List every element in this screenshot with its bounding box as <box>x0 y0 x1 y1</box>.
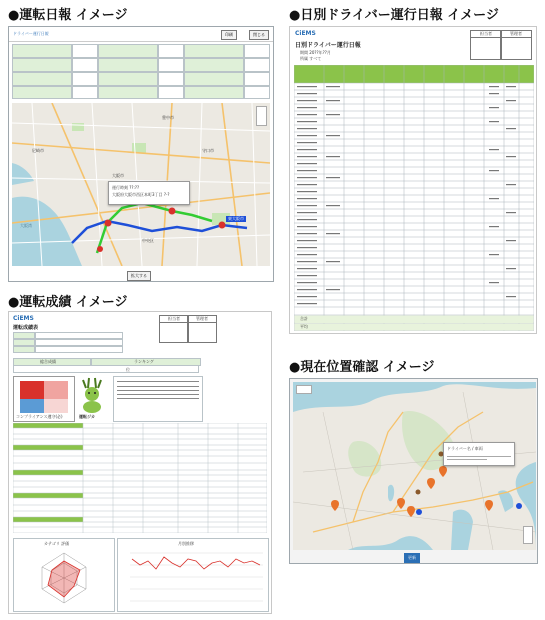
zoom-control[interactable] <box>523 526 533 544</box>
place-label: 守口市 <box>202 148 214 153</box>
route-start-marker <box>105 220 112 227</box>
section-title-current-location: ●現在位置確認 イメージ <box>289 360 435 375</box>
rank-suffix: 位 <box>126 367 130 372</box>
route-end-marker <box>219 222 226 229</box>
zoom-control[interactable] <box>256 106 267 126</box>
current-location-window <box>289 378 538 564</box>
logo: CiEMS <box>295 30 316 37</box>
report-title: 日別ドライバー運行日報 <box>295 42 361 49</box>
refresh-button[interactable]: 更新 <box>404 553 420 563</box>
summary-grid <box>12 44 270 99</box>
window-header <box>9 27 273 42</box>
place-label: 尼崎市 <box>32 148 44 153</box>
radar-chart: カテゴリ 評価 <box>13 538 115 612</box>
results-title: 運転成績表 <box>13 325 39 331</box>
info-table <box>13 332 123 354</box>
advice-text <box>113 376 203 422</box>
header-label: ドライバー運行日報 <box>13 31 49 36</box>
print-button[interactable]: 印刷 <box>221 30 237 40</box>
driver-daily-report-sheet <box>289 26 537 334</box>
deer-mascot: 運転ジカ <box>75 376 109 420</box>
route-map[interactable] <box>12 103 270 266</box>
section-title-driver-daily-report: ●日別ドライバー運行日報 イメージ <box>289 8 499 23</box>
evaluation-table <box>13 423 267 533</box>
stamp-box-staff: 担当者 <box>159 315 189 343</box>
score-row <box>13 365 199 373</box>
table-footer-average: 平均 <box>300 324 308 329</box>
place-label: 大阪市 <box>112 173 124 178</box>
vehicle-marker-blue <box>516 503 522 509</box>
total-score-header: 総合成績 <box>13 358 91 366</box>
stamp-box-manager: 管理者 <box>187 315 217 343</box>
section-title-driving-results: ●運転成績 イメージ <box>8 295 128 310</box>
place-label: 中央区 <box>142 238 154 243</box>
location-popup <box>108 181 190 205</box>
stamp-box-manager: 管理者 <box>500 30 532 60</box>
table-footer-total: 合計 <box>300 316 308 321</box>
place-label: 東大阪市 <box>228 216 244 221</box>
ranking-header: ランキング <box>91 358 201 366</box>
route-stop-marker <box>169 208 176 215</box>
popup-time: 運行時刻 ??:?? <box>112 185 140 190</box>
stamp-box-staff: 担当者 <box>470 30 502 60</box>
daily-report-window <box>8 26 274 282</box>
report-affiliation: 所属 すべて <box>300 56 322 61</box>
zoom-button[interactable]: 拡大する <box>127 271 151 281</box>
place-label: 豊中市 <box>162 115 174 120</box>
trend-line-chart: 月別推移 <box>117 538 269 612</box>
close-button[interactable]: 閉じる <box>249 30 269 40</box>
section-title-daily-report: ●運転日報 イメージ <box>8 8 128 23</box>
place-label: 大阪湾 <box>20 223 32 228</box>
location-map[interactable] <box>293 382 536 550</box>
vehicle-popup: ドライバー名 / 車両 <box>443 442 515 466</box>
driving-results-sheet <box>8 311 272 614</box>
report-period: 期間 20??年??月 <box>300 50 331 55</box>
popup-address: 大阪府大阪市西区本町3丁目 ?-? <box>112 192 170 197</box>
vehicle-marker-blue <box>416 509 422 515</box>
compliance-matrix: コンプライアンス遵守(必) <box>13 376 75 422</box>
report-table <box>294 65 534 331</box>
map-type-control[interactable] <box>296 385 312 394</box>
logo: CiEMS <box>13 315 34 322</box>
